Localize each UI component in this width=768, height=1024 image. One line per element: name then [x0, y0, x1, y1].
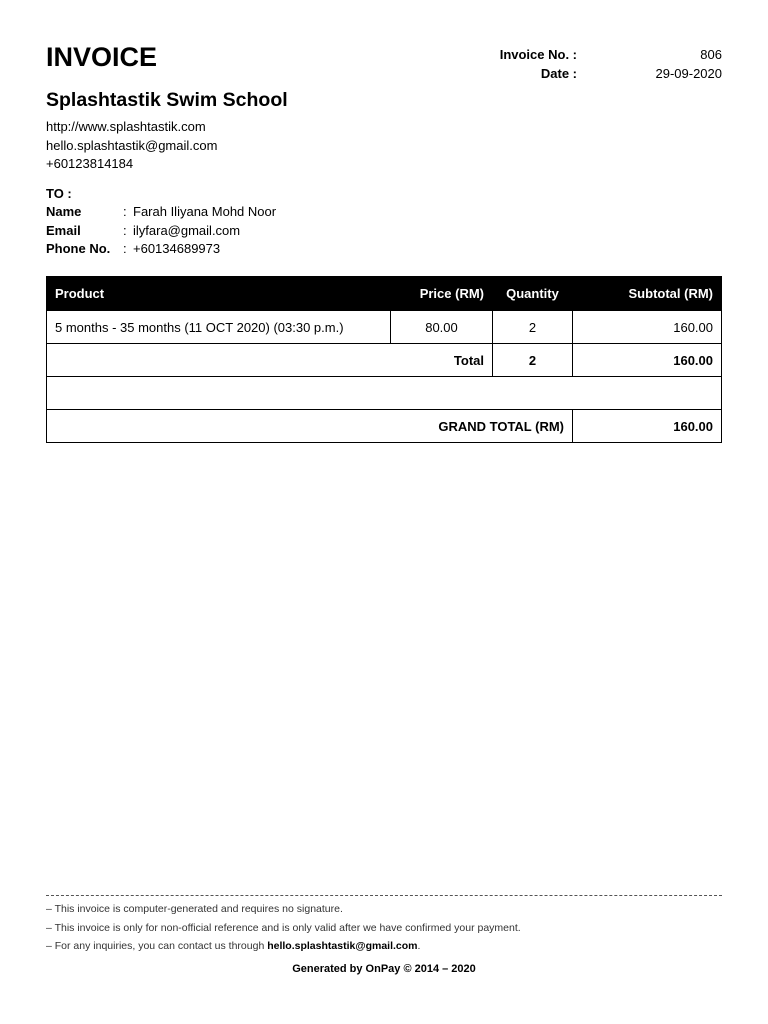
invoice-number-row: [470, 45, 722, 64]
generated-by-footer: Generated by OnPay © 2014 – 2020: [292, 963, 476, 975]
recipient-block: [46, 184, 276, 259]
company-name: Splashtastik Swim School: [46, 89, 288, 111]
company-email[interactable]: hello.splashtastik@gmail.com: [46, 137, 218, 153]
note-inquiries-text: – For any inquiries, you can contact us through: [46, 940, 268, 952]
spacer-cell: [47, 377, 722, 410]
spacer-row: [47, 377, 722, 410]
header-price: Price (RM): [391, 277, 493, 311]
total-subtotal: 160.00: [573, 344, 722, 377]
recipient-email-colon: :: [123, 222, 127, 238]
header-quantity: Quantity: [493, 277, 573, 311]
invoice-notes: [46, 900, 521, 956]
header-product: Product: [47, 277, 391, 311]
company-website-link[interactable]: http://www.splashtastik.com: [46, 119, 206, 134]
row-subtotal: 160.00: [573, 311, 722, 344]
grand-total-label: GRAND TOTAL (RM): [47, 410, 573, 443]
table-row: [47, 311, 722, 344]
total-row: [47, 344, 722, 377]
recipient-name-row: [46, 203, 276, 222]
grand-total-row: [47, 410, 722, 443]
row-product: 5 months - 35 months (11 OCT 2020) (03:30 p.m.): [47, 311, 391, 344]
invoice-meta: [470, 45, 722, 83]
row-price: 80.00: [391, 311, 493, 344]
recipient-phone-row: [46, 240, 276, 259]
recipient-name-label: Name: [46, 204, 82, 219]
recipient-name-value: Farah Iliyana Mohd Noor: [133, 204, 277, 219]
note-inquiries-period: .: [417, 940, 421, 952]
note-inquiries-email[interactable]: hello.splashtastik@gmail.com: [267, 940, 418, 952]
invoice-items-table: [46, 276, 722, 443]
recipient-heading: TO :: [46, 186, 72, 201]
recipient-phone-colon: :: [123, 241, 127, 256]
recipient-email-label: Email: [46, 222, 81, 238]
company-block: [46, 88, 288, 174]
note-non-official: – This invoice is only for non-official reference and is only valid after we have confirmed your payment.: [46, 921, 521, 934]
recipient-phone-value: +60134689973: [133, 241, 221, 256]
row-quantity: 2: [493, 311, 573, 344]
recipient-email-row: [46, 222, 276, 241]
invoice-title: INVOICE: [46, 42, 158, 72]
invoice-number-label: Invoice No. :: [499, 47, 577, 62]
recipient-phone-label: Phone No.: [46, 241, 111, 256]
note-computer-generated: – This invoice is computer-generated and requires no signature.: [46, 903, 343, 915]
table-header-row: [47, 277, 722, 311]
recipient-name-colon: :: [123, 204, 127, 219]
recipient-email-value: ilyfara@gmail.com: [133, 222, 241, 238]
invoice-number-value: 806: [700, 47, 722, 62]
invoice-date-row: [470, 64, 722, 83]
note-inquiries: [46, 937, 521, 956]
total-quantity: 2: [493, 344, 573, 377]
header-subtotal: Subtotal (RM): [573, 277, 722, 311]
footer-divider: [46, 895, 722, 896]
invoice-date-label: Date :: [540, 66, 577, 81]
total-label: Total: [47, 344, 493, 377]
invoice-date-value: 29-09-2020: [655, 66, 722, 81]
company-phone: +60123814184: [46, 156, 134, 171]
grand-total-value: 160.00: [573, 410, 722, 443]
